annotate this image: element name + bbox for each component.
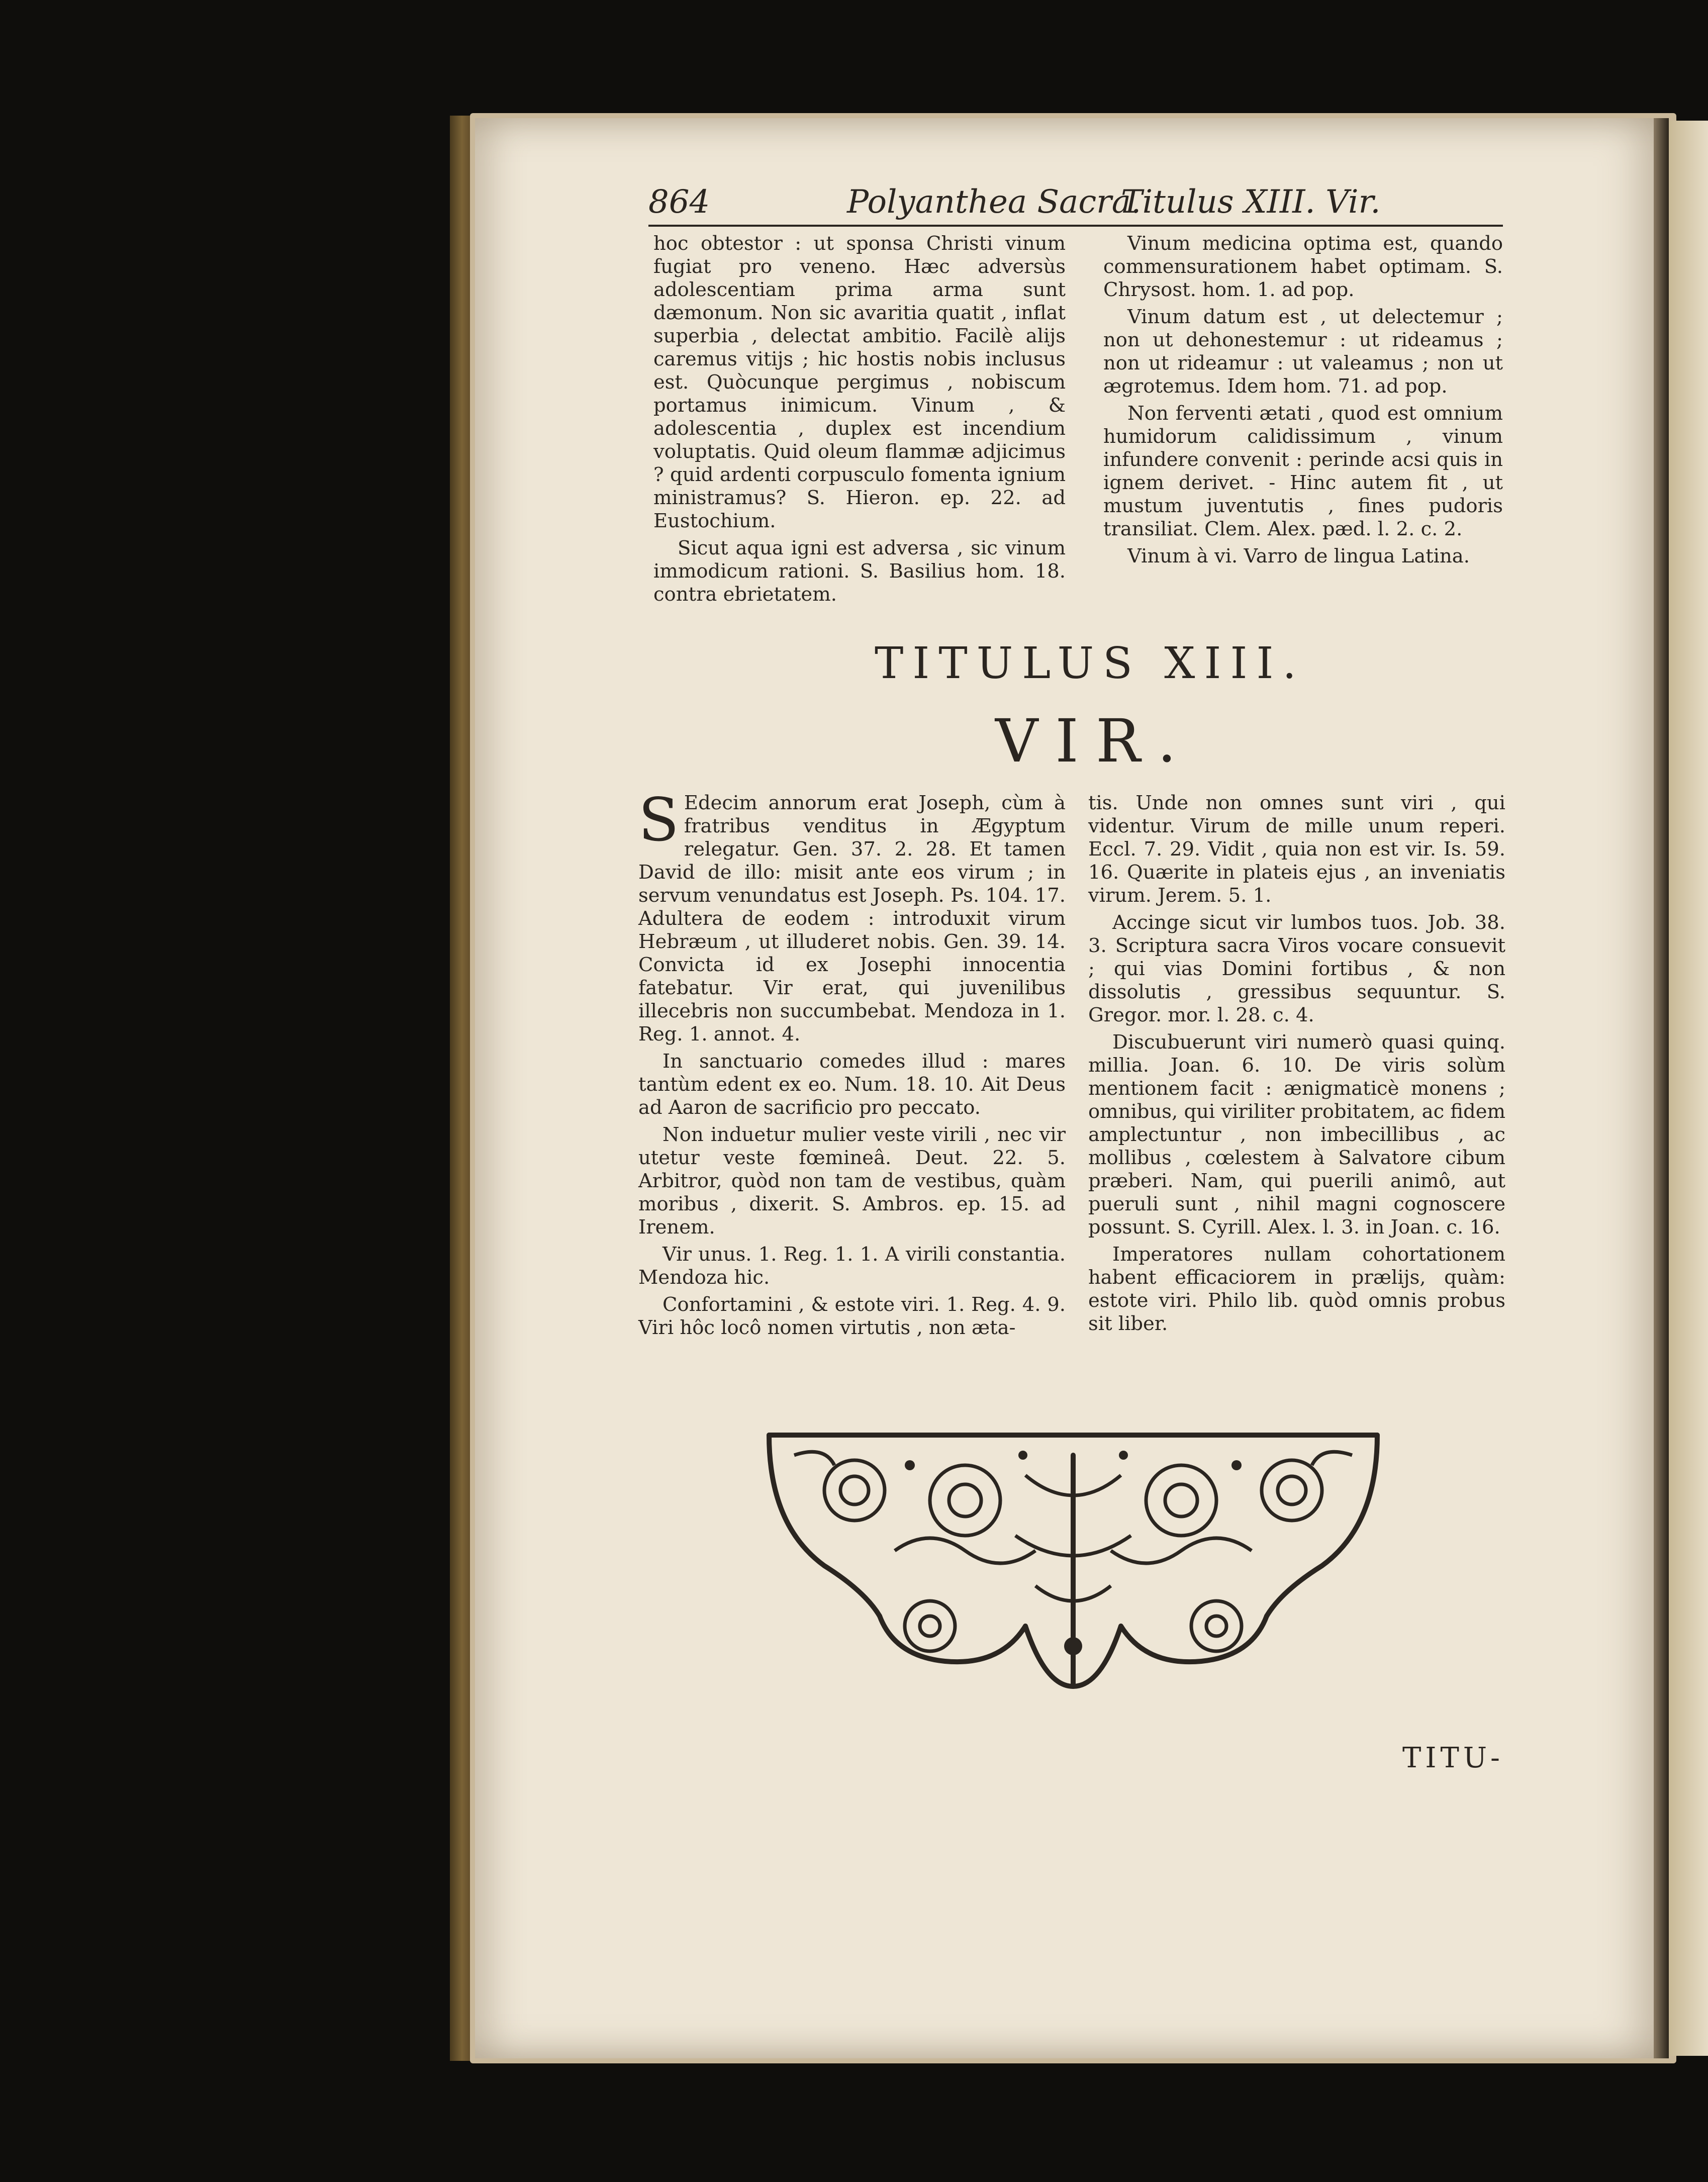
section-heading: TITULUS XIII. (875, 638, 1305, 689)
paragraph: In sanctuario comedes illud : mares tantùm edent ex eo. Num. 18. 10. Ait Deus ad Aaron de sacrificio pro peccato. (638, 1050, 1066, 1119)
paragraph-text: Edecim annorum erat Joseph, cùm à fratribus venditus in Ægyptum relegatur. Gen. 37. 2. 28. Et tamen David de illo: misit ante eos virum ; in servum venundatus est Joseph. Ps. 104. 17. Adultera de eodem : introduxit virum Hebræum , ut illuderet nobis. Gen. 39. 14. Convicta id ex Josephi innocentia fatebatur. Vir erat, qui juvenilibus illecebris non succumbebat. Mendoza in 1. Reg. 1. annot. 4. (638, 792, 1066, 1046)
ornamental-tailpiece (764, 1425, 1382, 1701)
paragraph: Vinum medicina optima est, quando commensurationem habet optimam. S. Chrysost. hom. 1. ad pop. (1103, 232, 1503, 301)
paragraph: Accinge sicut vir lumbos tuos. Job. 38. 3. Scriptura sacra Viros vocare consuevit ; qui vias Domini fortibus , & non dissolutis , gressibus sequuntur. S. Gregor. mor. l. 28. c. 4. (1088, 911, 1505, 1026)
top-left-column (653, 232, 1066, 610)
paragraph: Sicut aqua igni est adversa , sic vinum immodicum rationi. S. Basilius hom. 18. contra ebrietatem. (653, 537, 1066, 606)
paragraph: tis. Unde non omnes sunt viri , qui videntur. Virum de mille unum reperi. Eccl. 7. 29. Vidit , quia non est vir. Is. 59. 16. Quærite in plateis ejus , an inveniatis virum. Jerem. 5. 1. (1088, 792, 1505, 907)
paragraph: Imperatores nullam cohortationem habent efficaciorem in prælijs, quàm: estote viri. Philo lib. quòd omnis probus sit liber. (1088, 1243, 1505, 1335)
paragraph: Non ferventi ætati , quod est omnium humidorum calidissimum , vinum infundere convenit : perinde acsi quis in ignem derivet. - Hinc autem fit , ut mustum juventutis , fines pudoris transiliat. Clem. Alex. pæd. l. 2. c. 2. (1103, 402, 1503, 540)
drop-cap: S (638, 785, 679, 855)
paragraph: Vir unus. 1. Reg. 1. 1. A virili constantia. Mendoza hic. (638, 1243, 1066, 1289)
paragraph: Vinum à vi. Varro de lingua Latina. (1127, 545, 1470, 567)
paragraph: Confortamini , & estote viri. 1. Reg. 4. 9. Viri hôc locô nomen virtutis , non æta- (638, 1293, 1066, 1339)
paragraph: Non induetur mulier veste virili , nec vir utetur veste fœmineâ. Deut. 22. 5. Arbitror, quòd non tam de vestibus, quàm moribus , dixerit. S. Ambros. ep. 15. ad Irenem. (638, 1123, 1066, 1239)
paragraph: Discubuerunt viri numerò quasi quinq. millia. Joan. 6. 10. De viris solùm mentionem facit : ænigmaticè monens ; omnibus, qui viriliter probitatem, ac fidem amplectuntur , non imbecillibus , ac mollibus , cœlestem à Salvatore cibum præberi. Nam, qui puerili animô, aut pueruli sunt , nihil magni cognoscere possunt. S. Cyrill. Alex. l. 3. in Joan. c. 16. (1088, 1031, 1505, 1239)
section-title: VIR. (995, 706, 1194, 776)
page-number: 864 (648, 183, 710, 221)
facing-page-edge (1669, 121, 1708, 2056)
paragraph: hoc obtestor : ut sponsa Christi vinum fugiat pro veneno. Hæc adversùs adolescentiam prima arma sunt dæmonum. Non sic avaritia quatit , inflat superbia , delectat ambitio. Facilè alijs caremus vitijs ; hic hostis nobis inclusus est. Quòcunque pergimus , nobiscum portamus inimicum. Vinum , & adolescentia , duplex est incendium voluptatis. Quid oleum flammæ adjicimus ? quid ardenti corpusculo fomenta ignium ministramus? S. Hieron. ep. 22. ad Eustochium. (653, 232, 1066, 532)
bottom-left-column (638, 785, 1066, 1344)
opening-paragraph (638, 785, 1066, 1046)
catchword: TITU- (1402, 1742, 1504, 1774)
running-section: Titulus XIII. Vir. (1121, 183, 1381, 221)
header-rule (648, 225, 1503, 227)
paragraph: Vinum datum est , ut delectemur ; non ut dehonestemur : ut rideamus ; non ut rideamur : ut valeamus ; non ut ægrotemus. Idem hom. 71. ad pop. (1103, 306, 1503, 398)
top-right-column (1103, 232, 1503, 572)
running-title: Polyanthea Sacra. (847, 183, 1142, 221)
book-gutter (1654, 118, 1669, 2058)
bottom-right-column (1088, 792, 1505, 1340)
